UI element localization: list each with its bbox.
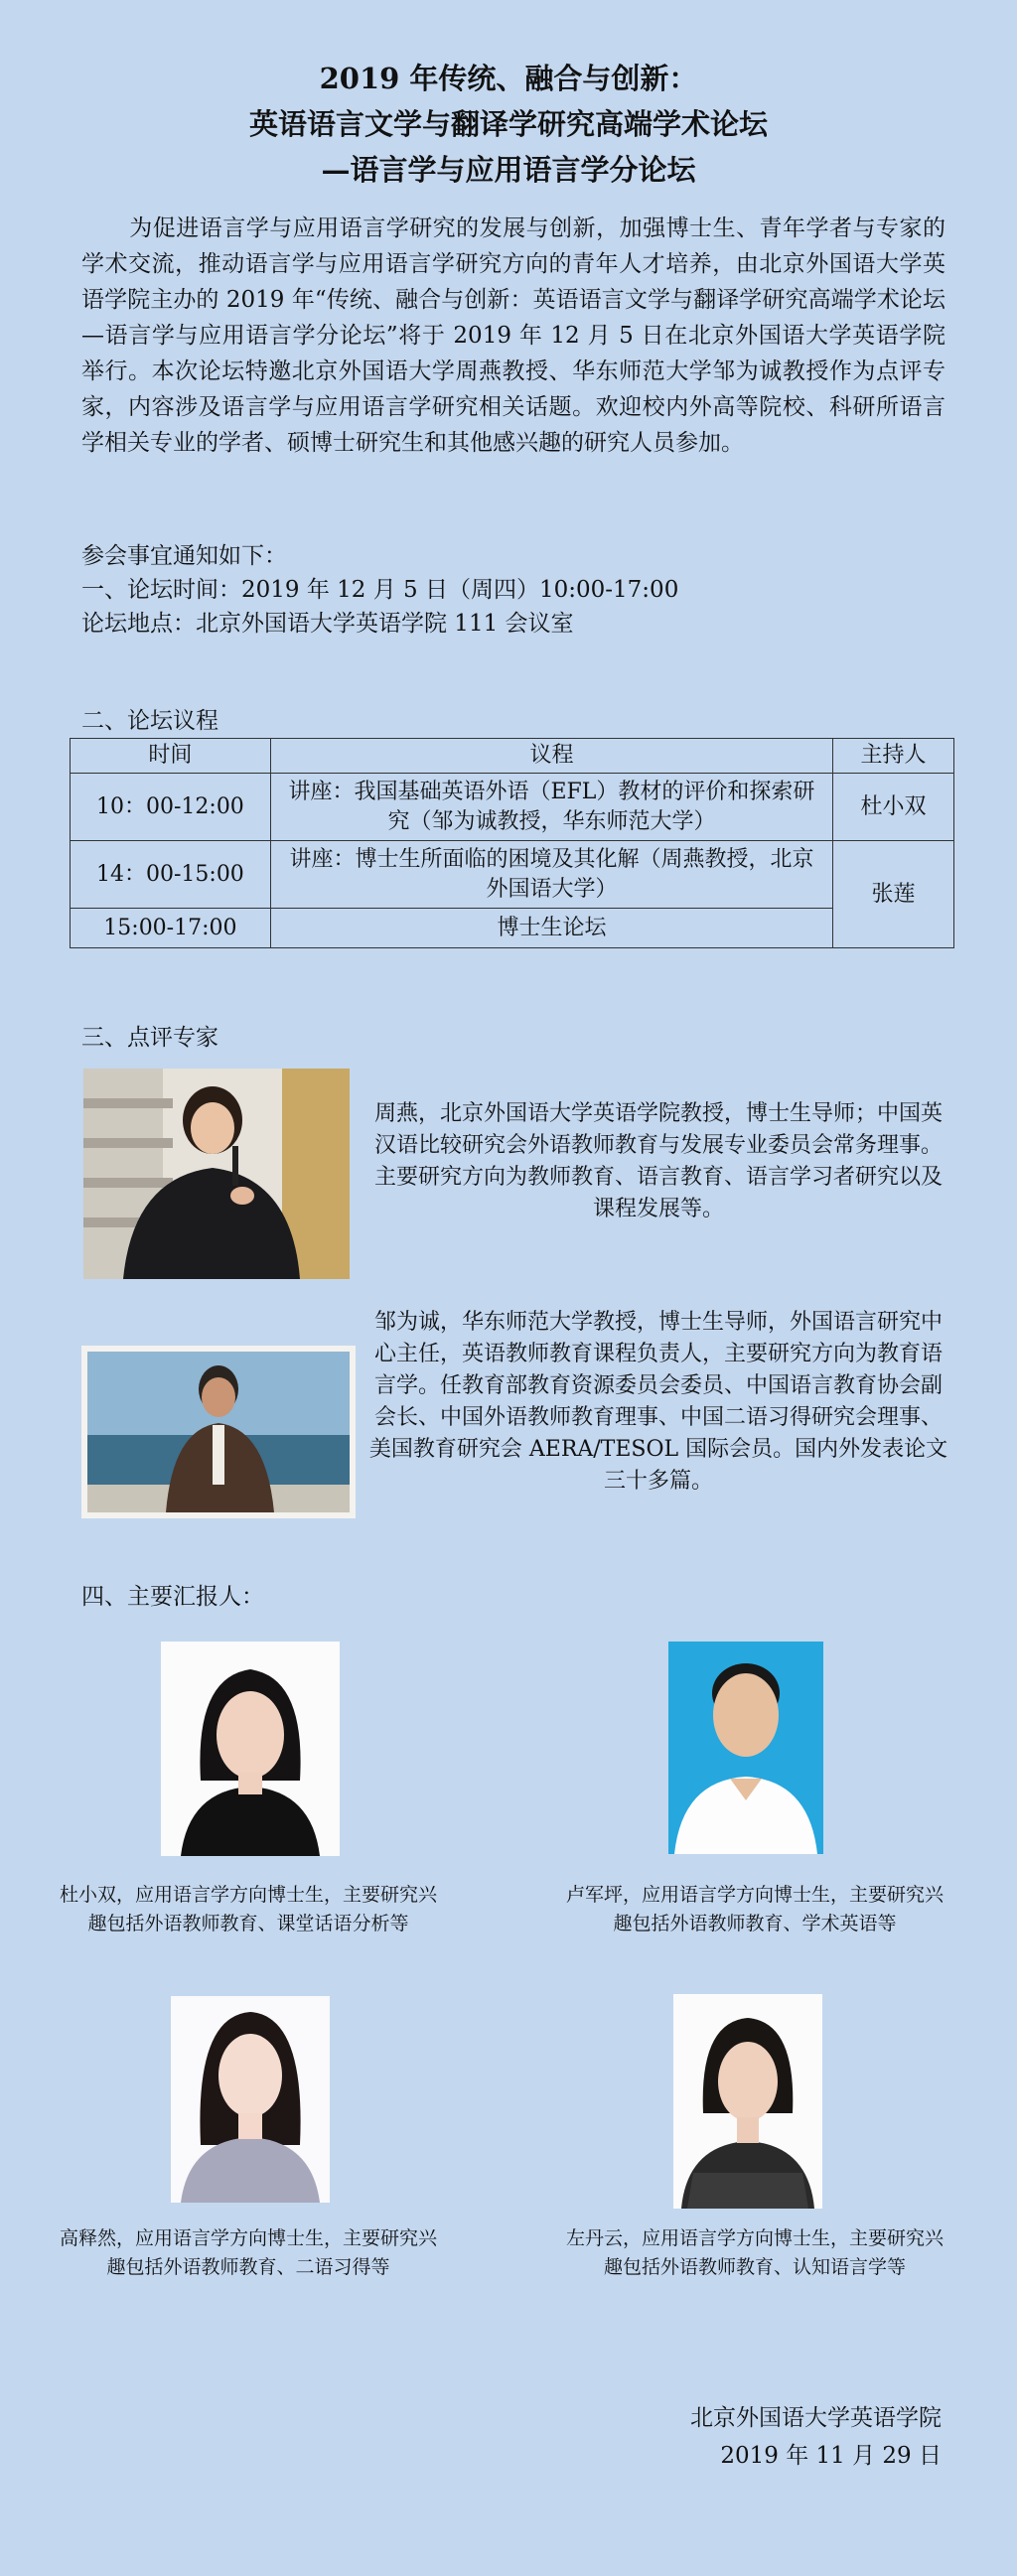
expert-bio-zhou: 周燕，北京外国语大学英语学院教授，博士生导师；中国英汉语比较研究会外语教师教育与发展专业委员会常务理事。主要研究方向为教师教育、语言教育、语言学习者研究以及课程发展等。 bbox=[373, 1101, 943, 1221]
reporter-photo-gao bbox=[171, 1996, 330, 2203]
agenda-item: 博士生论坛 bbox=[270, 909, 832, 948]
agenda-heading: 二、论坛议程 bbox=[81, 708, 218, 734]
expert-photo-zhou bbox=[83, 1069, 350, 1279]
header-time: 时间 bbox=[71, 739, 271, 774]
agenda-time: 15:00-17:00 bbox=[71, 909, 271, 948]
reporter-photo-du bbox=[161, 1642, 340, 1856]
header-host: 主持人 bbox=[833, 739, 954, 774]
portrait-image bbox=[83, 1069, 350, 1279]
notice-time: 一、论坛时间：2019 年 12 月 5 日（周四）10:00-17:00 bbox=[81, 577, 679, 603]
reporter-bio-zuo: 左丹云，应用语言学方向博士生，主要研究兴趣包括外语教师教育、认知语言学等 bbox=[566, 2227, 944, 2278]
notice-heading: 参会事宜通知如下： bbox=[81, 543, 287, 569]
reporter-bio-lu: 卢军坪，应用语言学方向博士生，主要研究兴趣包括外语教师教育、学术英语等 bbox=[566, 1884, 944, 1934]
signature bbox=[690, 2399, 942, 2475]
agenda-row bbox=[71, 774, 954, 841]
agenda-row bbox=[71, 841, 954, 909]
reporters-heading: 四、主要汇报人： bbox=[81, 1584, 264, 1610]
agenda-time: 14：00-15:00 bbox=[71, 841, 271, 909]
intro-section bbox=[81, 211, 945, 461]
portrait-image bbox=[81, 1346, 356, 1518]
agenda-time: 10：00-12:00 bbox=[71, 774, 271, 841]
title-line-2: 英语语言文学与翻译学研究高端学术论坛 bbox=[248, 107, 768, 141]
reporter-photo-lu bbox=[668, 1642, 823, 1854]
agenda-host: 张莲 bbox=[833, 841, 954, 948]
experts-heading: 三、点评专家 bbox=[81, 1025, 218, 1051]
portrait-image bbox=[673, 1994, 822, 2209]
notice-place: 论坛地点：北京外国语大学英语学院 111 会议室 bbox=[81, 611, 574, 637]
agenda-table bbox=[70, 738, 954, 948]
portrait-image bbox=[161, 1642, 340, 1856]
expert-bio-zou: 邹为诚，华东师范大学教授，博士生导师，外国语言研究中心主任，英语教师教育课程负责人，主要研究方向为教育语言学。任教育部教育资源委员会委员、中国语言教育协会副会长、中国外语教师教育理事、中国二语习得研究会理事、美国教育研究会 AERA/TESOL 国际会员。国内外发表论文三十多篇。 bbox=[368, 1310, 948, 1494]
header-item: 议程 bbox=[270, 739, 832, 774]
expert-photo-zou bbox=[81, 1346, 356, 1518]
signature-date: 2019 年 11 月 29 日 bbox=[720, 2443, 942, 2469]
title-line-1: 2019 年传统、融合与创新： bbox=[319, 62, 698, 95]
page-title bbox=[0, 56, 1017, 193]
portrait-image bbox=[171, 1996, 330, 2203]
reporter-bio-du: 杜小双，应用语言学方向博士生，主要研究兴趣包括外语教师教育、课堂话语分析等 bbox=[60, 1884, 438, 1934]
portrait-image bbox=[668, 1642, 823, 1854]
agenda-row bbox=[71, 909, 954, 948]
agenda-header-row bbox=[71, 739, 954, 774]
title-line-3: —语言学与应用语言学分论坛 bbox=[321, 153, 696, 187]
intro-paragraph: 为促进语言学与应用语言学研究的发展与创新，加强博士生、青年学者与专家的学术交流，推动语言学与应用语言学研究方向的青年人才培养，由北京外国语大学英语学院主办的 2019 年“传统、融合与创新：英语语言文学与翻译学研究高端学术论坛—语言学与应用语言学分论坛”将于 2019 年 12 月 5 日在北京外国语大学英语学院举行。本次论坛特邀北京外国语大学周燕教授、华东师范大学邹为诚教授作为点评专家，内容涉及语言学与应用语言学研究相关话题。欢迎校内外高等院校、科研所语言学相关专业的学者、硕博士研究生和其他感兴趣的研究人员参加。 bbox=[81, 215, 945, 456]
reporter-photo-zuo bbox=[673, 1994, 822, 2209]
agenda-host: 杜小双 bbox=[833, 774, 954, 841]
agenda-item: 讲座：我国基础英语外语（EFL）教材的评价和探索研究（邹为诚教授，华东师范大学） bbox=[270, 774, 832, 841]
reporter-bio-gao: 高释然，应用语言学方向博士生，主要研究兴趣包括外语教师教育、二语习得等 bbox=[60, 2227, 438, 2278]
signature-org: 北京外国语大学英语学院 bbox=[690, 2405, 942, 2431]
agenda-item: 讲座：博士生所面临的困境及其化解（周燕教授，北京外国语大学） bbox=[270, 841, 832, 909]
